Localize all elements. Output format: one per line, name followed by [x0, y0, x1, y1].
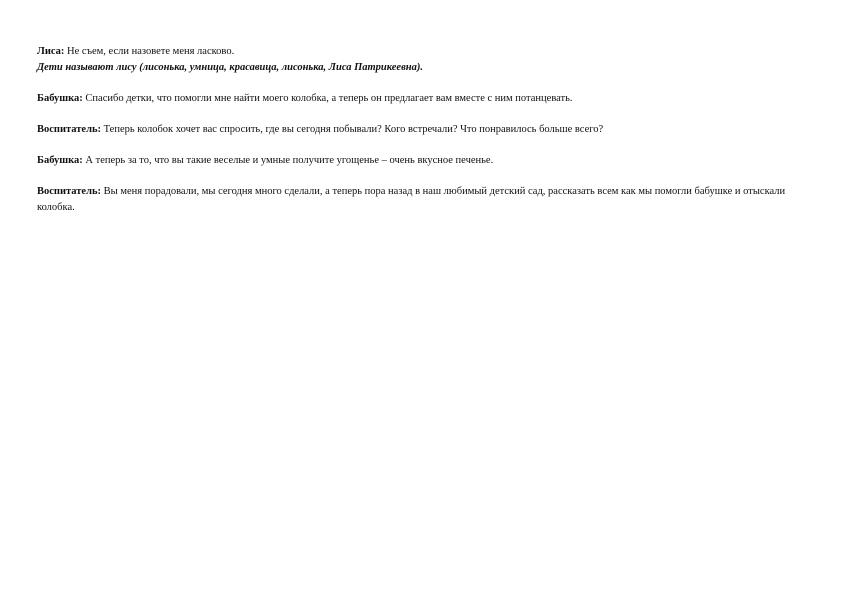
dialogue-text: А теперь за то, что вы такие веселые и умные получите угощенье – очень вкусное печенье.: [82, 155, 494, 166]
paragraph-fox-line: [37, 44, 797, 60]
speaker-label: Бабушка:: [37, 155, 83, 166]
dialogue-text: Вы меня порадовали, мы сегодня много сделали, а теперь пора назад в наш любимый детский сад, рассказать всем как мы помогли бабушке и отыскали колобка.: [37, 186, 786, 213]
paragraph-grandma-line-1: [37, 91, 797, 107]
paragraph-grandma-line-2: [37, 153, 797, 169]
speaker-label: Лиса:: [37, 46, 65, 57]
speaker-label: Бабушка:: [37, 93, 83, 104]
stage-direction: [37, 60, 797, 76]
paragraph-teacher-line-1: [37, 122, 797, 138]
dialogue-text: Теперь колобок хочет вас спросить, где вы сегодня побывали? Кого встречали? Что понравилось больше всего?: [101, 124, 604, 135]
paragraph-teacher-line-2: [37, 184, 797, 216]
dialogue-text: Не съем, если назовете меня ласково.: [64, 46, 235, 57]
stage-direction-text: Дети называют лису (лисонька, умница, красавица, лисонька, Лиса Патрикеевна).: [37, 62, 423, 73]
speaker-label: Воспитатель:: [37, 124, 102, 135]
speaker-label: Воспитатель:: [37, 186, 102, 197]
dialogue-text: Спасибо детки, что помогли мне найти моего колобка, а теперь он предлагает вам вместе с ним потанцевать.: [82, 93, 573, 104]
